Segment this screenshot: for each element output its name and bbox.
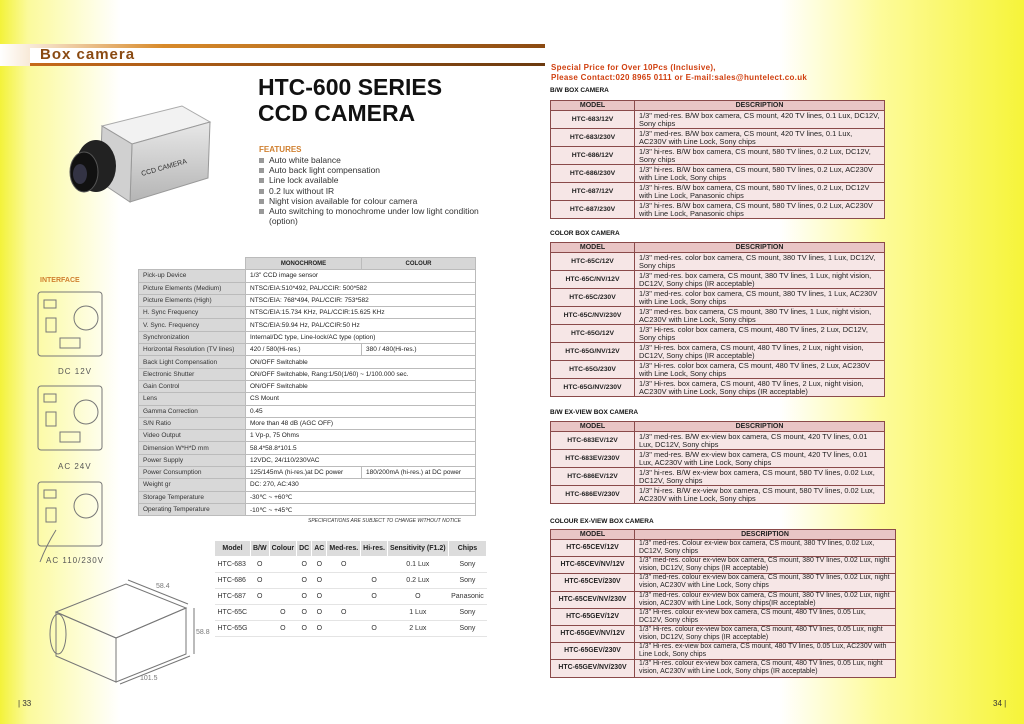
product-description: 1/3" hi-res. B/W ex-view box camera, CS mount, 580 TV lines, 0.02 Lux, AC230V with Line Lock, Sony chips (635, 486, 885, 504)
models-cell: 2 Lux (387, 621, 448, 637)
spec-value-colour: 380 / 480(Hi-res.) (362, 344, 476, 356)
models-cell: O (297, 589, 312, 605)
product-description: 1/3" hi-res. B/W box camera, CS mount, 580 TV lines, 0.2 Lux, DC12V, Sony chips (635, 147, 885, 165)
models-cell: O (312, 557, 327, 573)
feature-item: 0.2 lux without IR (259, 186, 499, 196)
product-row (551, 625, 896, 642)
product-model: HTC-65C/NV/230V (551, 307, 635, 325)
product-row (551, 450, 885, 468)
product-model: HTC-65CEV/NV/12V (551, 557, 635, 574)
product-model: HTC-65G/12V (551, 325, 635, 343)
product-description: 1/3" med-res. box camera, CS mount, 380 TV lines, 1 Lux, night vision, DC12V, Sony chips (IR acceptable) (635, 271, 885, 289)
feature-item: Auto switching to monochrome under low light condition (option) (259, 206, 499, 226)
product-row (551, 183, 885, 201)
product-row (551, 432, 885, 450)
spec-value: -30℃ ~ +60℃ (246, 491, 476, 503)
spec-value: ON/OFF Switchable (246, 380, 476, 392)
model-header: MODEL (551, 422, 635, 432)
models-cell (269, 573, 297, 589)
spec-row (139, 491, 476, 503)
interface-heading: INTERFACE (40, 277, 80, 284)
product-row (551, 307, 885, 325)
models-table (214, 540, 487, 637)
spec-label: Power Supply (139, 454, 246, 466)
spec-value: NTSC/EIA:15.734 KHz, PAL/CCIR:15.625 KHz (246, 307, 476, 319)
series-line-2: CCD CAMERA (258, 100, 416, 126)
feature-item: Line lock available (259, 175, 499, 185)
product-row (551, 289, 885, 307)
spec-value-colour: 180/200mA (hi-res.) at DC power (362, 467, 476, 479)
spec-value: DC: 270, AC:430 (246, 479, 476, 491)
spec-label: H. Sync Frequency (139, 307, 246, 319)
models-cell: O (361, 589, 388, 605)
product-row (551, 557, 896, 574)
spec-row (139, 479, 476, 491)
bw-table (550, 100, 885, 219)
product-row (551, 643, 896, 660)
spec-label: Electronic Shutter (139, 368, 246, 380)
models-cell: HTC-65G (215, 621, 251, 637)
series-line-1: HTC-600 SERIES (258, 74, 443, 100)
description-header: DESCRIPTION (635, 530, 896, 540)
description-header: DESCRIPTION (635, 422, 885, 432)
product-model: HTC-687/12V (551, 183, 635, 201)
spec-label: Synchronization (139, 331, 246, 343)
spec-value: 125/145mA (hi-res.)at DC power (246, 467, 362, 479)
models-cell: O (312, 605, 327, 621)
spec-value: CS Mount (246, 393, 476, 405)
spec-value: NTSC/EIA:59.94 Hz, PAL/CCIR:50 Hz (246, 319, 476, 331)
models-cell (327, 621, 361, 637)
product-row (551, 271, 885, 289)
dimension-drawing (36, 572, 210, 684)
models-cell: O (327, 605, 361, 621)
spec-value: 420 / 580(Hi-res.) (246, 344, 362, 356)
spec-value: 1 Vp-p, 75 Ohms (246, 430, 476, 442)
product-description: 1/3" med-res. B/W ex-view box camera, CS mount, 420 TV lines, 0.01 Lux, DC12V, Sony chips (635, 432, 885, 450)
spec-value: ON/OFF Switchable, Rang:1/50(1/60) ~ 1/100.000 sec. (246, 368, 476, 380)
product-model: HTC-65G/NV/230V (551, 379, 635, 397)
page-number-left: | 33 (18, 699, 32, 708)
spec-row (139, 356, 476, 368)
product-description: 1/3" med-res. colour ex-view box camera, CS mount, 380 TV lines, 0.02 Lux, night vision, AC230V with Line Lock, Sony chips (635, 574, 896, 591)
product-model: HTC-65CEV/230V (551, 574, 635, 591)
bw-title: B/W BOX CAMERA (550, 87, 609, 94)
models-cell: 0.2 Lux (387, 573, 448, 589)
models-row (215, 573, 487, 589)
spec-row (139, 319, 476, 331)
product-description: 1/3" hi-res. B/W box camera, CS mount, 580 TV lines, 0.2 Lux, AC230V with Line Lock, Panasonic chips (635, 201, 885, 219)
spec-row (139, 393, 476, 405)
product-row (551, 325, 885, 343)
feature-item: Auto back light compensation (259, 165, 499, 175)
interface-label-ac24: AC 24V (58, 462, 92, 471)
spec-value: NTSC/EIA:510*492, PAL/CCIR: 500*582 (246, 282, 476, 294)
models-cell: O (269, 621, 297, 637)
camera-photo (62, 96, 212, 214)
spec-label: Operating Temperature (139, 503, 246, 515)
spec-label: Video Output (139, 430, 246, 442)
product-model: HTC-65GEV/NV/230V (551, 660, 635, 677)
color-title: COLOR BOX CAMERA (550, 230, 620, 237)
models-cell: O (312, 589, 327, 605)
product-row (551, 660, 896, 677)
models-cell: Sony (448, 573, 487, 589)
spec-row (139, 270, 476, 282)
product-model: HTC-65G/230V (551, 361, 635, 379)
spec-label: V. Sync. Frequency (139, 319, 246, 331)
product-description: 1/3" Hi-res. colour ex-view box camera, CS mount, 480 TV lines, 0.05 Lux, night vision, DC12V, Sony chips (IR acceptable) (635, 625, 896, 642)
spec-label: Picture Elements (High) (139, 294, 246, 306)
spec-label: Gain Control (139, 380, 246, 392)
product-model: HTC-65GEV/NV/12V (551, 625, 635, 642)
spec-corner (139, 258, 246, 270)
product-description: 1/3" med-res. B/W ex-view box camera, CS mount, 420 TV lines, 0.01 Lux, AC230V with Line Lock, Sony chips (635, 450, 885, 468)
product-description: 1/3" Hi-res. box camera, CS mount, 480 TV lines, 2 Lux, night vision, DC12V, Sony chips (IR acceptable) (635, 343, 885, 361)
product-model: HTC-687/230V (551, 201, 635, 219)
product-row (551, 361, 885, 379)
product-model: HTC-65C/230V (551, 289, 635, 307)
models-header: Chips (448, 541, 487, 557)
product-model: HTC-683EV/12V (551, 432, 635, 450)
dim-label: 58.4 (156, 583, 170, 590)
spec-col-mono: MONOCHROME (246, 258, 362, 270)
product-row (551, 129, 885, 147)
models-cell: O (297, 605, 312, 621)
spec-label: Dimension W*H*D mm (139, 442, 246, 454)
section-title: Box camera (40, 46, 136, 63)
spec-value: 12VDC, 24/110/230VAC (246, 454, 476, 466)
product-description: 1/3" hi-res. B/W box camera, CS mount, 580 TV lines, 0.2 Lux, AC230V with Line Lock, Sony chips (635, 165, 885, 183)
svg-text:CCD CAMERA: CCD CAMERA (140, 158, 188, 178)
product-model: HTC-686/12V (551, 147, 635, 165)
spec-value: Internal/DC type, Line-lock/AC type (option) (246, 331, 476, 343)
models-header: Model (215, 541, 251, 557)
spec-label: Back Light Compensation (139, 356, 246, 368)
spec-row (139, 467, 476, 479)
spec-row (139, 442, 476, 454)
models-cell: HTC-687 (215, 589, 251, 605)
spec-row (139, 503, 476, 515)
offer-line-1: Special Price for Over 10Pcs (Inclusive), (551, 63, 716, 72)
features-heading: FEATURES (259, 145, 302, 154)
product-description: 1/3" Hi-res. box camera, CS mount, 480 TV lines, 2 Lux, night vision, AC230V with Line Lock, Sony chips (IR acceptable) (635, 379, 885, 397)
feature-item: Auto white balance (259, 155, 499, 165)
models-cell: O (387, 589, 448, 605)
spec-row (139, 417, 476, 429)
product-description: 1/3" med-res. color box camera, CS mount, 380 TV lines, 1 Lux, AC230V with Line Lock, Sony chips (635, 289, 885, 307)
product-model: HTC-65C/12V (551, 253, 635, 271)
description-header: DESCRIPTION (635, 243, 885, 253)
models-cell: HTC-686 (215, 573, 251, 589)
models-cell: O (297, 573, 312, 589)
models-row (215, 621, 487, 637)
models-cell (250, 621, 269, 637)
models-cell: O (250, 573, 269, 589)
product-row (551, 201, 885, 219)
dim-label: 101.5 (140, 675, 158, 682)
product-description: 1/3" med-res. B/W box camera, CS mount, 420 TV lines, 0.1 Lux, AC230V with Line Lock, Sony chips (635, 129, 885, 147)
feature-item: Night vision available for colour camera (259, 196, 499, 206)
product-row (551, 486, 885, 504)
offer-line-2: Please Contact:020 8965 0111 or E-mail:sales@huntelect.co.uk (551, 73, 808, 82)
spec-row (139, 344, 476, 356)
spec-label: Lens (139, 393, 246, 405)
product-model: HTC-683/12V (551, 111, 635, 129)
spec-col-colour: COLOUR (362, 258, 476, 270)
product-description: 1/3" med-res. colour ex-view box camera, CS mount, 380 TV lines, 0.02 Lux, night vision, AC230V with Line Lock, Sony chips(IR acceptable) (635, 591, 896, 608)
models-cell: O (361, 621, 388, 637)
product-row (551, 608, 896, 625)
product-row (551, 165, 885, 183)
product-model: HTC-65GEV/230V (551, 643, 635, 660)
models-header: Hi-res. (361, 541, 388, 557)
product-row (551, 540, 896, 557)
models-header: Med-res. (327, 541, 361, 557)
spec-label: Power Consumption (139, 467, 246, 479)
product-model: HTC-65C/NV/12V (551, 271, 635, 289)
spec-label: Storage Temperature (139, 491, 246, 503)
spec-label: Gamma Correction (139, 405, 246, 417)
spec-row (139, 380, 476, 392)
models-cell (250, 605, 269, 621)
header-underline (30, 63, 545, 66)
product-description: 1/3" med-res. colour ex-view box camera, CS mount, 380 TV lines, 0.02 Lux, night vision, DC12V, Sony chips (IR acceptable) (635, 557, 896, 574)
interface-label-ac230: AC 110/230V (46, 556, 104, 565)
models-cell: Sony (448, 557, 487, 573)
spec-row (139, 294, 476, 306)
models-cell (269, 589, 297, 605)
models-cell: O (269, 605, 297, 621)
product-row (551, 111, 885, 129)
spec-row (139, 454, 476, 466)
models-row (215, 589, 487, 605)
page-number-right: 34 | (993, 699, 1007, 708)
models-cell: O (312, 573, 327, 589)
spec-row (139, 331, 476, 343)
spec-note: SPECIFICATIONS ARE SUBJECT TO CHANGE WITHOUT NOTICE (308, 518, 461, 524)
special-offer (551, 63, 807, 83)
model-header: MODEL (551, 530, 635, 540)
models-cell: O (250, 557, 269, 573)
models-cell (327, 589, 361, 605)
spec-row (139, 307, 476, 319)
dim-label: 58.8 (196, 629, 210, 636)
product-row (551, 591, 896, 608)
models-cell: 1 Lux (387, 605, 448, 621)
spec-table (138, 257, 476, 516)
model-header: MODEL (551, 101, 635, 111)
models-cell: 0.1 Lux (387, 557, 448, 573)
interface-label-dc: DC 12V (58, 367, 93, 376)
product-row (551, 253, 885, 271)
spec-value: 1/3" CCD image sensor (246, 270, 476, 282)
exview-title: B/W EX-VIEW BOX CAMERA (550, 409, 639, 416)
spec-label: S/N Ratio (139, 417, 246, 429)
models-cell (327, 573, 361, 589)
spec-value: NTSC/EIA: 768*494, PAL/CCIR: 753*582 (246, 294, 476, 306)
spec-row (139, 405, 476, 417)
colour-exview-title: COLOUR EX-VIEW BOX CAMERA (550, 518, 654, 525)
interface-diagrams (36, 290, 108, 580)
spec-row (139, 368, 476, 380)
product-description: 1/3" Hi-res. color box camera, CS mount, 480 TV lines, 2 Lux, AC230V with Line Lock, Sony chips (635, 361, 885, 379)
models-cell (269, 557, 297, 573)
colour-exview-table (550, 529, 896, 678)
product-model: HTC-65G/NV/12V (551, 343, 635, 361)
product-description: 1/3" med-res. Colour ex-view box camera, CS mount, 380 TV lines, 0.02 Lux, DC12V, Sony chips (635, 540, 896, 557)
product-description: 1/3" med-res. box camera, CS mount, 380 TV lines, 1 Lux, night vision, AC230V with Line Lock, Sony chips (635, 307, 885, 325)
product-row (551, 379, 885, 397)
models-cell: O (327, 557, 361, 573)
spec-row (139, 430, 476, 442)
models-cell: O (297, 557, 312, 573)
spec-label: Horizontal Resolution (TV lines) (139, 344, 246, 356)
color-table (550, 242, 885, 397)
page-right-value: 34 (993, 699, 1002, 708)
product-row (551, 574, 896, 591)
models-cell: O (297, 621, 312, 637)
spec-value: More than 48 dB (AGC OFF) (246, 417, 476, 429)
product-model: HTC-65GEV/12V (551, 608, 635, 625)
spec-label: Weight gr (139, 479, 246, 491)
models-cell (361, 557, 388, 573)
product-description: 1/3" hi-res. B/W ex-view box camera, CS mount, 580 TV lines, 0.02 Lux, DC12V, Sony chips (635, 468, 885, 486)
models-header: Colour (269, 541, 297, 557)
product-description: 1/3" Hi-res. colour ex-view box camera, CS mount, 480 TV lines, 0.05 Lux, DC12V, Sony chips (635, 608, 896, 625)
series-title (258, 74, 442, 126)
spec-label: Pick-up Device (139, 270, 246, 282)
models-cell (361, 605, 388, 621)
product-model: HTC-65CEV/12V (551, 540, 635, 557)
model-header: MODEL (551, 243, 635, 253)
product-model: HTC-683EV/230V (551, 450, 635, 468)
product-model: HTC-65CEV/NV/230V (551, 591, 635, 608)
models-cell: O (361, 573, 388, 589)
product-model: HTC-683/230V (551, 129, 635, 147)
product-description: 1/3" med-res. B/W box camera, CS mount, 420 TV lines, 0.1 Lux, DC12V, Sony chips (635, 111, 885, 129)
product-model: HTC-686EV/230V (551, 486, 635, 504)
product-description: 1/3" Hi-res. color box camera, CS mount, 480 TV lines, 2 Lux, DC12V, Sony chips (635, 325, 885, 343)
models-cell: Panasonic (448, 589, 487, 605)
page-left-value: 33 (22, 699, 32, 708)
models-row (215, 557, 487, 573)
product-model: HTC-686/230V (551, 165, 635, 183)
models-header: DC (297, 541, 312, 557)
models-cell: Sony (448, 621, 487, 637)
models-cell: Sony (448, 605, 487, 621)
spec-value: 0.45 (246, 405, 476, 417)
models-cell: O (312, 621, 327, 637)
features-list (259, 155, 499, 226)
models-cell: HTC-683 (215, 557, 251, 573)
product-description: 1/3" Hi-res. ex-view box camera, CS mount, 480 TV lines, 0.05 Lux, AC230V with Line Lock, Sony chips (635, 643, 896, 660)
product-model: HTC-686EV/12V (551, 468, 635, 486)
product-row (551, 343, 885, 361)
spec-value: 58.4*58.8*101.5 (246, 442, 476, 454)
models-header: Sensitivity (F1.2) (387, 541, 448, 557)
spec-value: ON/OFF Switchable (246, 356, 476, 368)
product-row (551, 147, 885, 165)
description-header: DESCRIPTION (635, 101, 885, 111)
exview-table (550, 421, 885, 504)
product-row (551, 468, 885, 486)
models-row (215, 605, 487, 621)
product-description: 1/3" hi-res. B/W box camera, CS mount, 580 TV lines, 0.2 Lux, DC12V with Line Lock, Panasonic chips (635, 183, 885, 201)
spec-row (139, 282, 476, 294)
product-description: 1/3" med-res. color box camera, CS mount, 380 TV lines, 1 Lux, DC12V, Sony chips (635, 253, 885, 271)
models-header: AC (312, 541, 327, 557)
spec-value: -10℃ ~ +45℃ (246, 503, 476, 515)
product-description: 1/3" Hi-res. colour ex-view box camera, CS mount, 480 TV lines, 0.05 Lux, night vision, AC230V with Line Lock, Sony chips (IR acceptable) (635, 660, 896, 677)
spec-label: Picture Elements (Medium) (139, 282, 246, 294)
models-header: B/W (250, 541, 269, 557)
models-cell: HTC-65C (215, 605, 251, 621)
models-cell: O (250, 589, 269, 605)
